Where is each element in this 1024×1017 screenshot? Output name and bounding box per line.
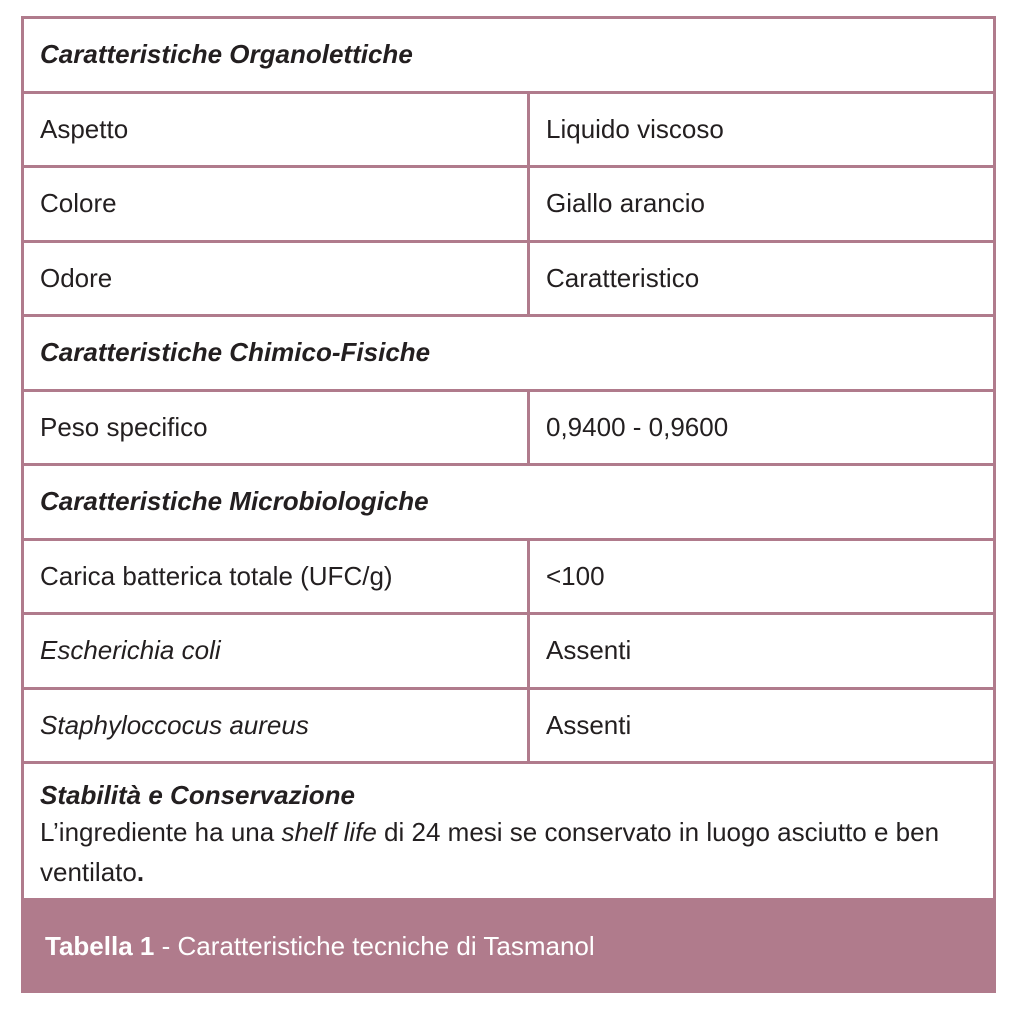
property-label: Aspetto [24, 94, 530, 166]
section-title: Caratteristiche Chimico-Fisiche [40, 337, 431, 368]
section-row-chemical-physical [24, 317, 993, 392]
property-label: Peso specifico [24, 392, 530, 464]
stability-text-after: di 24 mesi se conservato in luogo asciutto e ben ventilato [40, 817, 940, 887]
section-row-organoleptic [24, 19, 993, 94]
caption-separator: - [154, 930, 178, 961]
property-label: Escherichia coli [24, 615, 530, 687]
stability-title: Stabilità e Conservazione [40, 780, 355, 810]
property-value: Assenti [546, 635, 632, 666]
section-row-microbiological [24, 466, 993, 541]
property-value: 0,9400 - 0,9600 [546, 411, 729, 442]
property-value: Assenti [546, 709, 632, 740]
technical-table [21, 16, 996, 901]
property-label: Carica batterica totale (UFC/g) [24, 541, 530, 613]
stability-text-before: L’ingrediente ha una [40, 817, 282, 847]
table-caption [21, 899, 996, 993]
stability-section [24, 764, 993, 898]
table-row [24, 168, 993, 243]
section-title: Caratteristiche Organolettiche [40, 39, 413, 70]
table-row [24, 392, 993, 467]
table-row [24, 615, 993, 690]
table-row [24, 94, 993, 169]
section-title: Caratteristiche Microbiologiche [40, 486, 429, 517]
property-value: Liquido viscoso [546, 113, 724, 144]
property-label: Staphyloccocus aureus [24, 690, 530, 762]
property-label: Colore [24, 168, 530, 240]
property-value: Caratteristico [546, 262, 700, 293]
stability-text-italic: shelf life [281, 817, 377, 847]
property-value: <100 [546, 560, 605, 591]
property-value: Giallo arancio [546, 188, 705, 219]
table-row [24, 541, 993, 616]
table-row [24, 243, 993, 318]
property-label: Odore [24, 243, 530, 315]
stability-text-end: . [136, 857, 145, 887]
table-row [24, 690, 993, 765]
caption-text: Caratteristiche tecniche di Tasmanol [177, 930, 595, 961]
caption-label: Tabella 1 [45, 930, 155, 961]
